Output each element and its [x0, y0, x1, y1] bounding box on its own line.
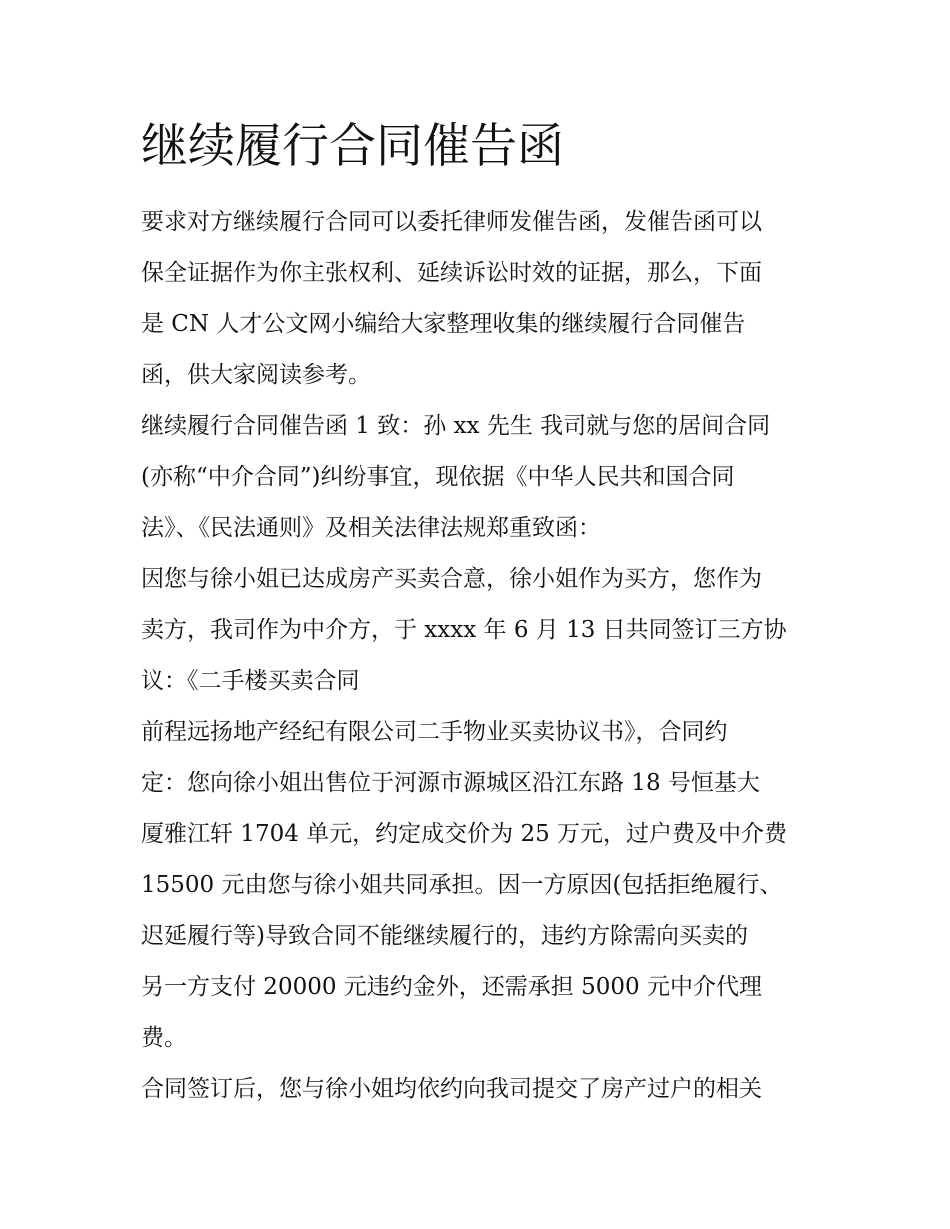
body-line: 继续履行合同催告函 1 致：孙 xx 先生 我司就与您的居间合同 — [141, 413, 771, 439]
body-line: 法》、《民法通则》及相关法律法规郑重致函： — [141, 515, 601, 541]
body-line: 定：您向徐小姐出售位于河源市源城区沿江东路 18 号恒基大 — [141, 770, 760, 796]
body-line: 保全证据作为你主张权利、延续诉讼时效的证据，那么，下面 — [141, 260, 762, 286]
body-line: 是 CN 人才公文网小编给大家整理收集的继续履行合同催告 — [141, 311, 746, 337]
body-line: 15500 元由您与徐小姐共同承担。因一方原因(包括拒绝履行、 — [141, 872, 783, 898]
body-line: 议：《二手楼买卖合同 — [141, 668, 360, 694]
body-line: 卖方，我司作为中介方，于 xxxx 年 6 月 13 日共同签订三方协 — [141, 617, 787, 643]
body-line: 厦雅江轩 1704 单元，约定成交价为 25 万元，过户费及中介费 — [141, 821, 788, 847]
body-line: 函，供大家阅读参考。 — [141, 362, 371, 388]
body-line: 另一方支付 20000 元违约金外，还需承担 5000 元中介代理 — [141, 974, 762, 1000]
body-line: 前程远扬地产经纪有限公司二手物业买卖协议书》，合同约 — [141, 719, 728, 745]
body-line: 费。 — [141, 1025, 187, 1051]
document-title: 继续履行合同催告函 — [141, 119, 564, 174]
body-line: 要求对方继续履行合同可以委托律师发催告函，发催告函可以 — [141, 209, 762, 235]
body-line: 因您与徐小姐已达成房产买卖合意，徐小姐作为买方，您作为 — [141, 566, 762, 592]
body-line: 迟延履行等)导致合同不能继续履行的，违约方除需向买卖的 — [141, 923, 748, 949]
body-line: 合同签订后，您与徐小姐均依约向我司提交了房产过户的相关 — [141, 1076, 762, 1102]
body-line: (亦称“中介合同”)纠纷事宜，现依据《中华人民共和国合同 — [141, 464, 735, 490]
